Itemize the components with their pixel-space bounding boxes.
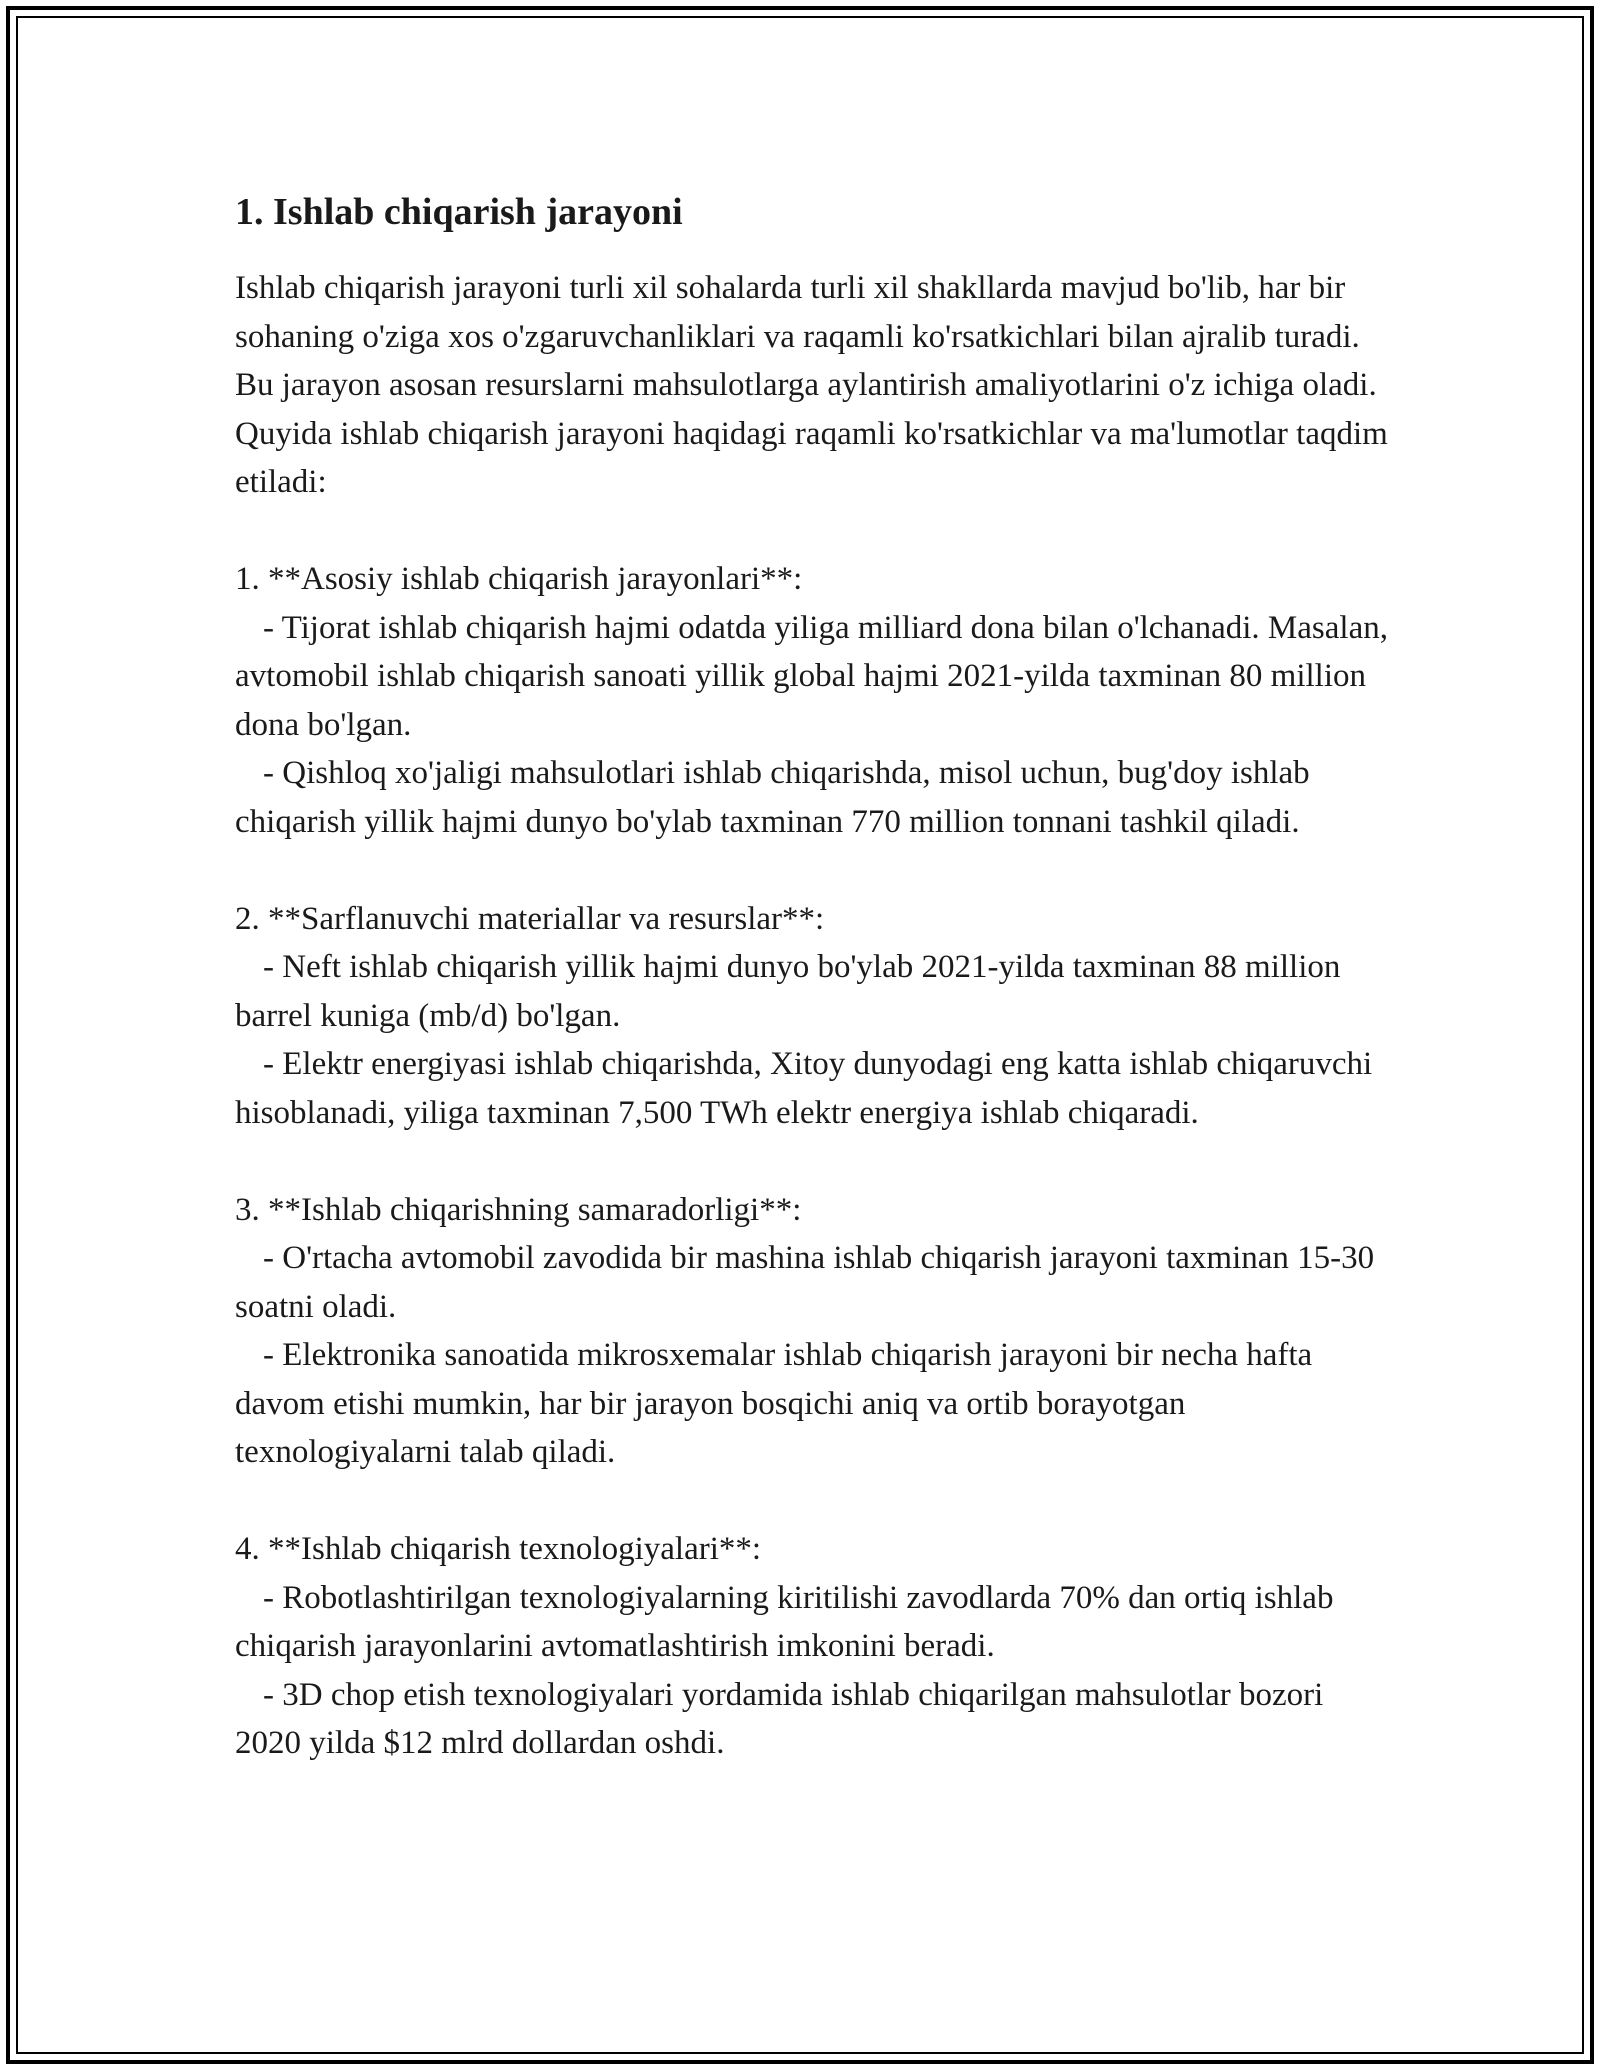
section-3 bbox=[235, 1186, 1395, 1477]
bullet-item: - O'rtacha avtomobil zavodida bir mashina ishlab chiqarish jarayoni taxminan 15-30 soatni oladi. bbox=[235, 1240, 1375, 1325]
document-body bbox=[235, 188, 1395, 1816]
section-1 bbox=[235, 555, 1395, 846]
section-title: 4. **Ishlab chiqarish texnologiyalari**: bbox=[235, 1531, 762, 1567]
bullet-item: - 3D chop etish texnologiyalari yordamida ishlab chiqarilgan mahsulotlar bozori 2020 yilda $12 mlrd dollardan oshdi. bbox=[235, 1676, 1324, 1761]
section-title: 3. **Ishlab chiqarishning samaradorligi**: bbox=[235, 1191, 802, 1228]
bullet-item: - Qishloq xo'jaligi mahsulotlari ishlab chiqarishda, misol uchun, bug'doy ishlab chiqarish yillik hajmi dunyo bo'ylab taxminan 770 million tonnani tashkil qiladi. bbox=[235, 755, 1310, 840]
document-heading: 1. Ishlab chiqarish jarayoni bbox=[235, 191, 683, 233]
section-4 bbox=[235, 1525, 1395, 1768]
bullet-item: - Elektr energiyasi ishlab chiqarishda, Xitoy dunyodagi eng katta ishlab chiqaruvchi hisoblanadi, yiliga taxminan 7,500 TWh elektr energiya ishlab chiqaradi. bbox=[235, 1046, 1373, 1131]
bullet-item: - Neft ishlab chiqarish yillik hajmi dunyo bo'ylab 2021-yilda taxminan 88 million barrel kuniga (mb/d) bo'lgan. bbox=[235, 949, 1341, 1034]
bullet-item: - Elektronika sanoatida mikrosxemalar ishlab chiqarish jarayoni bir necha hafta davom etishi mumkin, har bir jarayon bosqichi aniq va ortib borayotgan texnologiyalarni talab qiladi. bbox=[235, 1337, 1313, 1470]
section-title: 1. **Asosiy ishlab chiqarish jarayonlari**: bbox=[235, 561, 803, 597]
intro-paragraph: Ishlab chiqarish jarayoni turli xil sohalarda turli xil shakllarda mavjud bo'lib, har bir sohaning o'ziga xos o'zgaruvchanliklari va raqamli ko'rsatkichlari bilan ajralib turadi. Bu jarayon asosan resurslarni mahsulotlarga aylantirish amaliyotlarini o'z ichiga oladi. Quyida ishlab chiqarish jarayoni haqidagi raqamli ko'rsatkichlar va ma'lumotlar taqdim etiladi: bbox=[235, 270, 1388, 500]
section-title: 2. **Sarflanuvchi materiallar va resurslar**: bbox=[235, 900, 825, 937]
bullet-item: - Tijorat ishlab chiqarish hajmi odatda yiliga milliard dona bilan o'lchanadi. Masalan, avtomobil ishlab chiqarish sanoati yillik global hajmi 2021-yilda taxminan 80 million dona bo'lgan. bbox=[235, 609, 1388, 743]
bullet-item: - Robotlashtirilgan texnologiyalarning kiritilishi zavodlarda 70% dan ortiq ishlab chiqarish jarayonlarini avtomatlashtirish imkonini beradi. bbox=[235, 1579, 1334, 1664]
section-2 bbox=[235, 895, 1395, 1138]
